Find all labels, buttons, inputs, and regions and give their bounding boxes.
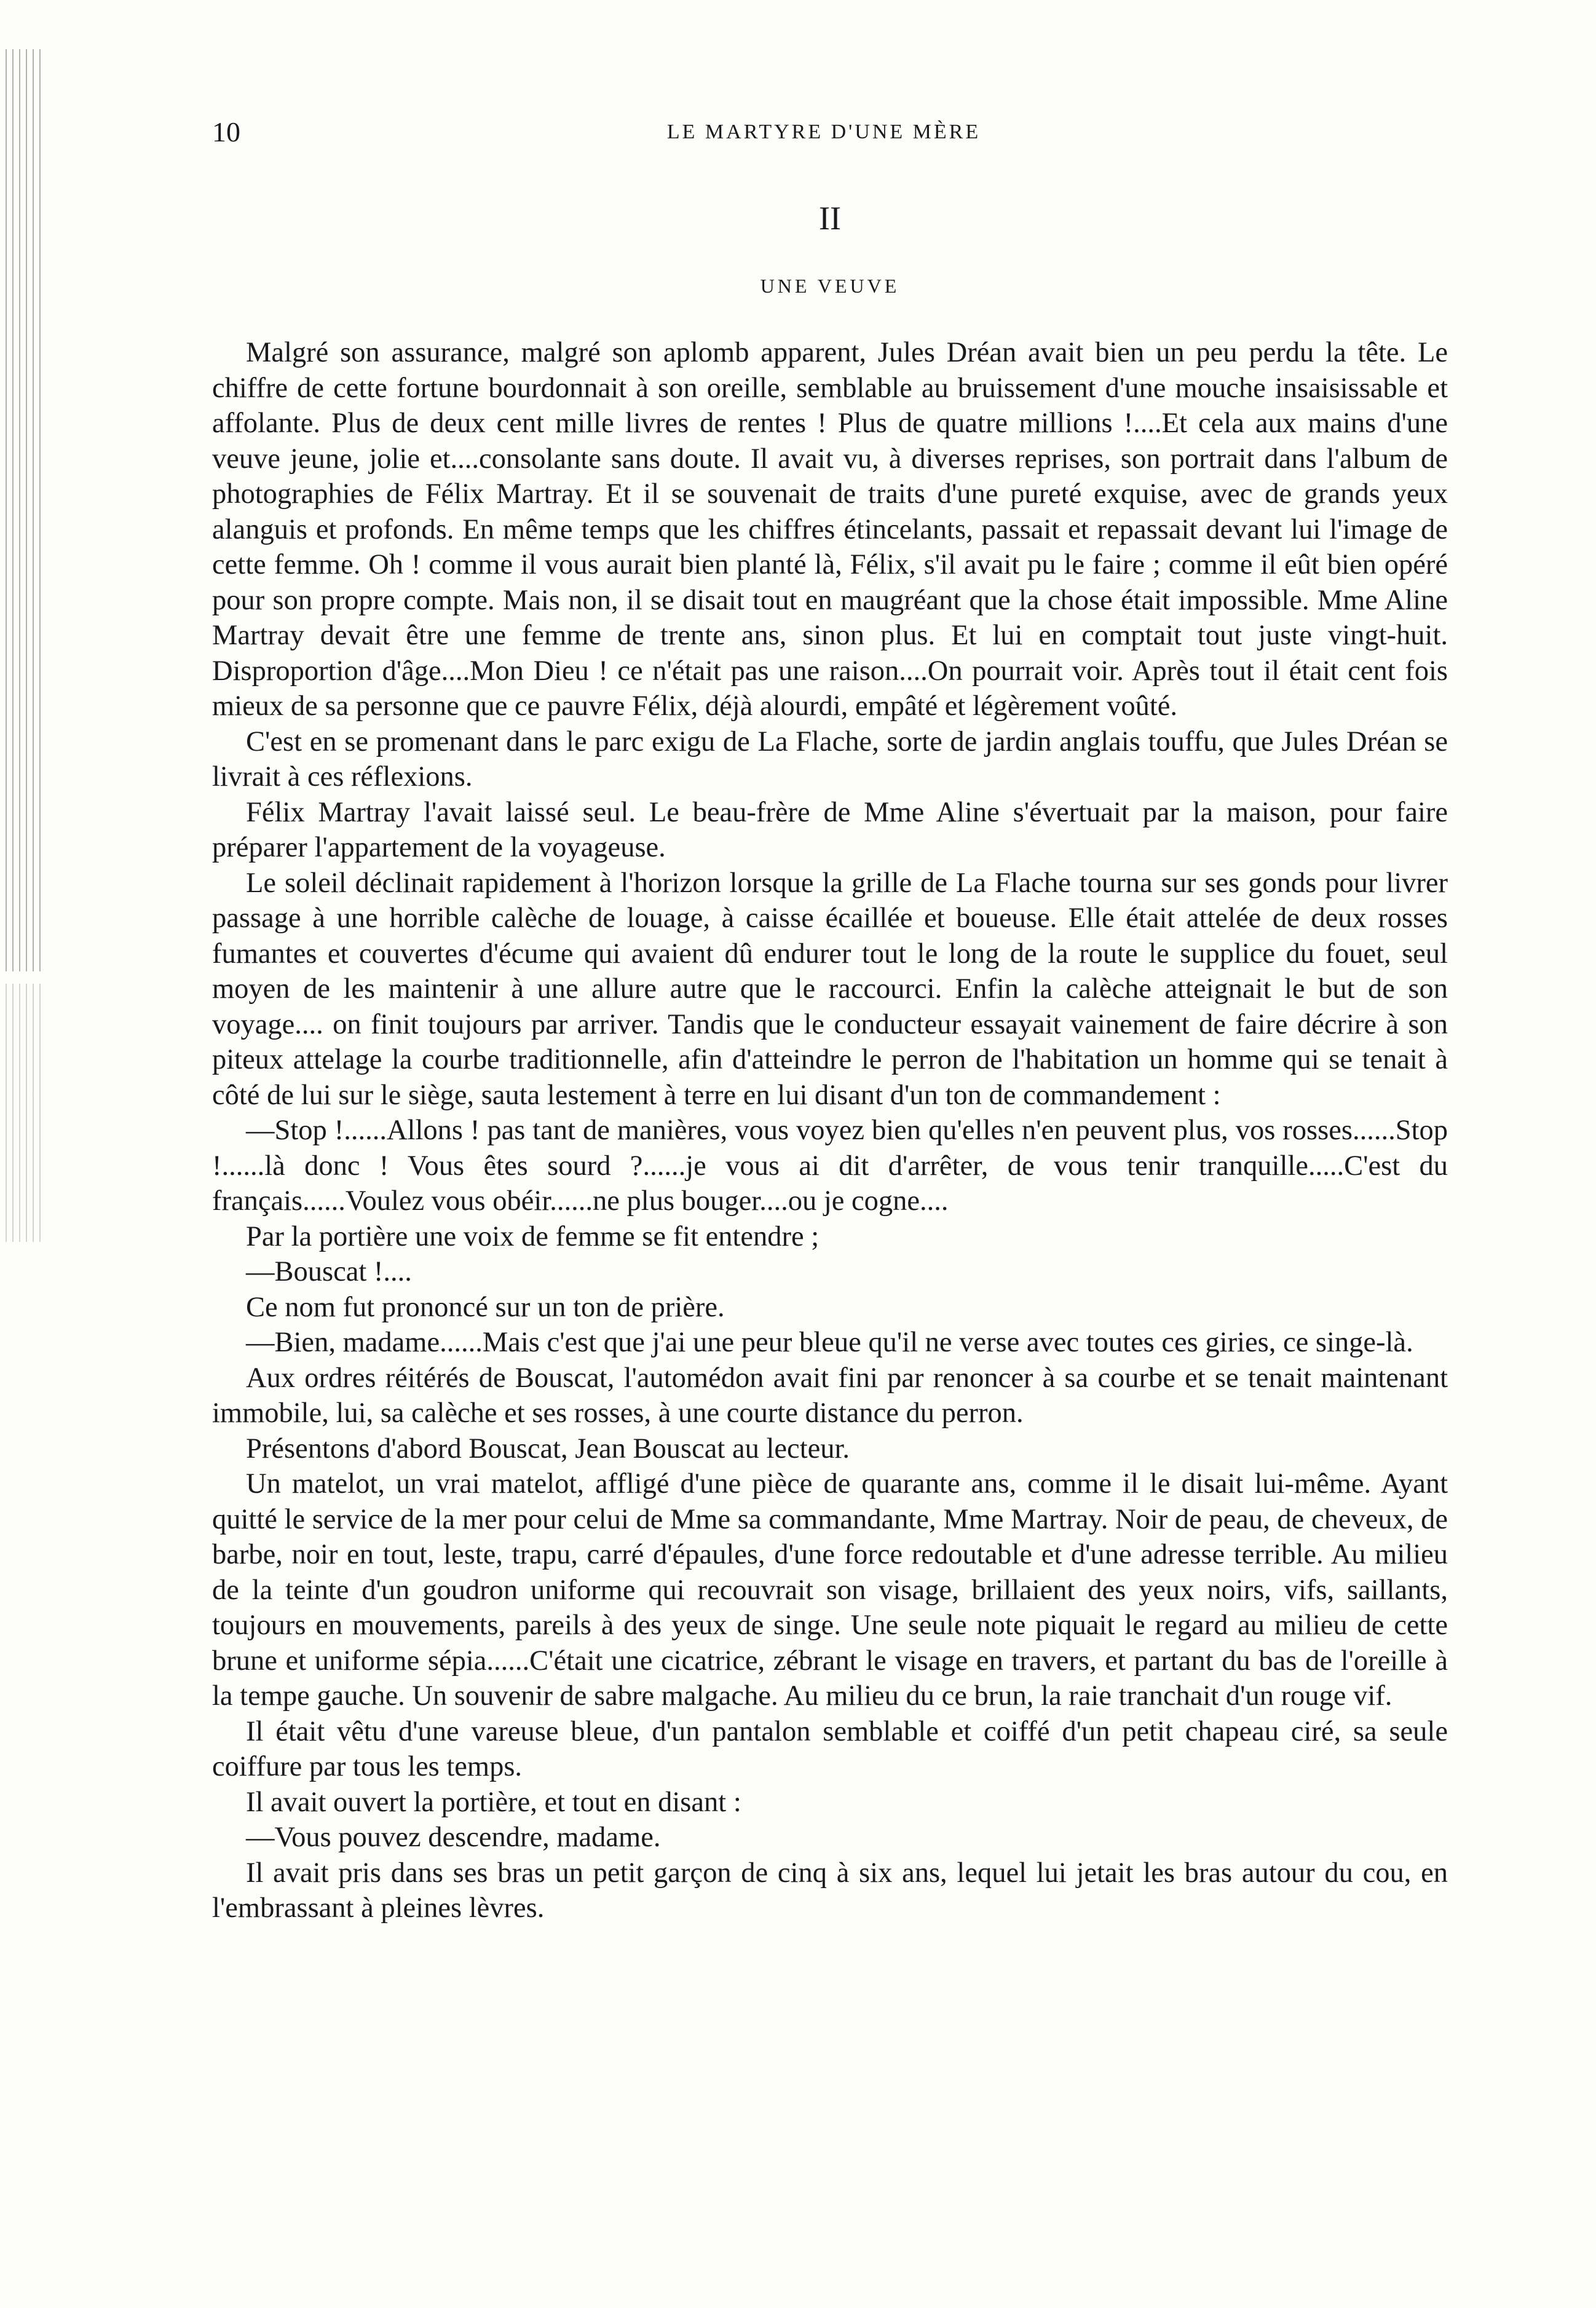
paragraph: —Bouscat !.... [246,1256,412,1287]
chapter-title: UNE VEUVE [760,275,900,297]
body-text [212,335,1448,1926]
paragraph: Le soleil déclinait rapidement à l'horizon lorsque la grille de La Flache tourna sur ses gonds pour livrer passage à une horrible calèche de louage, à caisse écaillée et boueuse. Elle était attelée de deux rosses fumantes et couvertes d'écume qui avaient dû endurer tout le long de la route le supplice du fouet, seul moyen de les maintenir à une allure autre que le raccourci. Enfin la calèche atteignait le but de son voyage.... on finit toujours par arriver. Tandis que le conducteur essayait vainement de faire décrire à son piteux attelage la courbe traditionnelle, afin d'atteindre le perron de l'habitation un homme qui se tenait à côté de lui sur le siège, sauta lestement à terre en lui disant d'un ton de commandement : [212,867,1448,1111]
paragraph: —Vous pouvez descendre, madame. [246,1822,661,1853]
binding-edge-shadow-lower [0,984,43,1242]
paragraph: Ce nom fut prononcé sur un ton de prière. [246,1291,725,1323]
paragraph: Par la portière une voix de femme se fit entendre ; [246,1220,820,1252]
running-header [212,114,1436,151]
page-number: 10 [212,116,240,148]
paragraph: Un matelot, un vrai matelot, affligé d'une pièce de quarante ans, comme il le disait lui-même. Ayant quitté le service de la mer pour celui de Mme sa commandante, Mme Martray. Noir de peau, de cheveux, de barbe, noir en tout, leste, trapu, carré d'épaules, d'une force redoutable et d'une adresse terrible. Au milieu de la teinte d'un goudron uniforme qui recouvrait son visage, brillaient des yeux noirs, vifs, saillants, toujours en mouvements, pareils à des yeux de singe. Une seule note piquait le regard au milieu de cette brune et uniforme sépia......C'était une cicatrice, zébrant le visage en travers, et partant du bas de l'oreille à la tempe gauche. Un souvenir de sabre malgache. Au milieu du ce brun, la raie tranchait d'un rouge vif. [212,1468,1448,1712]
paragraph: Présentons d'abord Bouscat, Jean Bouscat au lecteur. [246,1433,850,1464]
paragraph: Il avait pris dans ses bras un petit garçon de cinq à six ans, lequel lui jetait les bras autour du cou, en l'embrassant à pleines lèvres. [212,1857,1448,1924]
paragraph: —Bien, madame......Mais c'est que j'ai une peur bleue qu'il ne verse avec toutes ces giries, ce singe-là. [246,1327,1413,1358]
paragraph: Aux ordres réitérés de Bouscat, l'automédon avait fini par renoncer à sa courbe et se tenait maintenant immobile, lui, sa calèche et ses rosses, à une courte distance du perron. [212,1362,1448,1429]
paragraph: Il avait ouvert la portière, et tout en disant : [246,1786,741,1818]
binding-edge-shadow [0,49,43,971]
paragraph: —Stop !......Allons ! pas tant de manières, vous voyez bien qu'elles n'en peuvent plus, vos rosses......Stop !......là donc ! Vous êtes sourd ?......je vous ai dit d'arrêter, de vous tenir tranquille.....C'est du français......Voulez vous obéir......ne plus bouger....ou je cogne.... [212,1115,1448,1217]
chapter-number: II [819,200,841,237]
paragraph: Malgré son assurance, malgré son aplomb apparent, Jules Dréan avait bien un peu perdu la tête. Le chiffre de cette fortune bourdonnait à son oreille, semblable au bruissement d'une mouche insaisissable et affolante. Plus de deux cent mille livres de rentes ! Plus de quatre millions !....Et cela aux mains d'une veuve jeune, jolie et....consolante sans doute. Il avait vu, à diverses reprises, son portrait dans l'album de photographies de Félix Martray. Et il se souvenait de traits d'une pureté exquise, avec de grands yeux alanguis et profonds. En même temps que les chiffres étincelants, passait et repassait devant lui l'image de cette femme. Oh ! comme il vous aurait bien planté là, Félix, s'il avait pu le faire ; comme il eût bien opéré pour son propre compte. Mais non, il se disait tout en maugréant que la chose était impossible. Mme Aline Martray devait être une femme de trente ans, sinon plus. Et lui en comptait tout juste vingt-huit. Disproportion d'âge....Mon Dieu ! ce n'était pas une raison....On pourrait voir. Après tout il était cent fois mieux de sa personne que ce pauvre Félix, déjà alourdi, empâté et légèrement voûté. [212,337,1448,722]
running-title: LE MARTYRE D'UNE MÈRE [666,121,981,143]
paragraph: C'est en se promenant dans le parc exigu de La Flache, sorte de jardin anglais touffu, que Jules Dréan se livrait à ces réflexions. [212,725,1448,792]
paragraph: Félix Martray l'avait laissé seul. Le beau-frère de Mme Aline s'évertuait par la maison, pour faire préparer l'appartement de la voyageuse. [212,796,1448,863]
paragraph: Il était vêtu d'une vareuse bleue, d'un pantalon semblable et coiffé d'un petit chapeau ciré, sa seule coiffure par tous les temps. [212,1715,1448,1782]
